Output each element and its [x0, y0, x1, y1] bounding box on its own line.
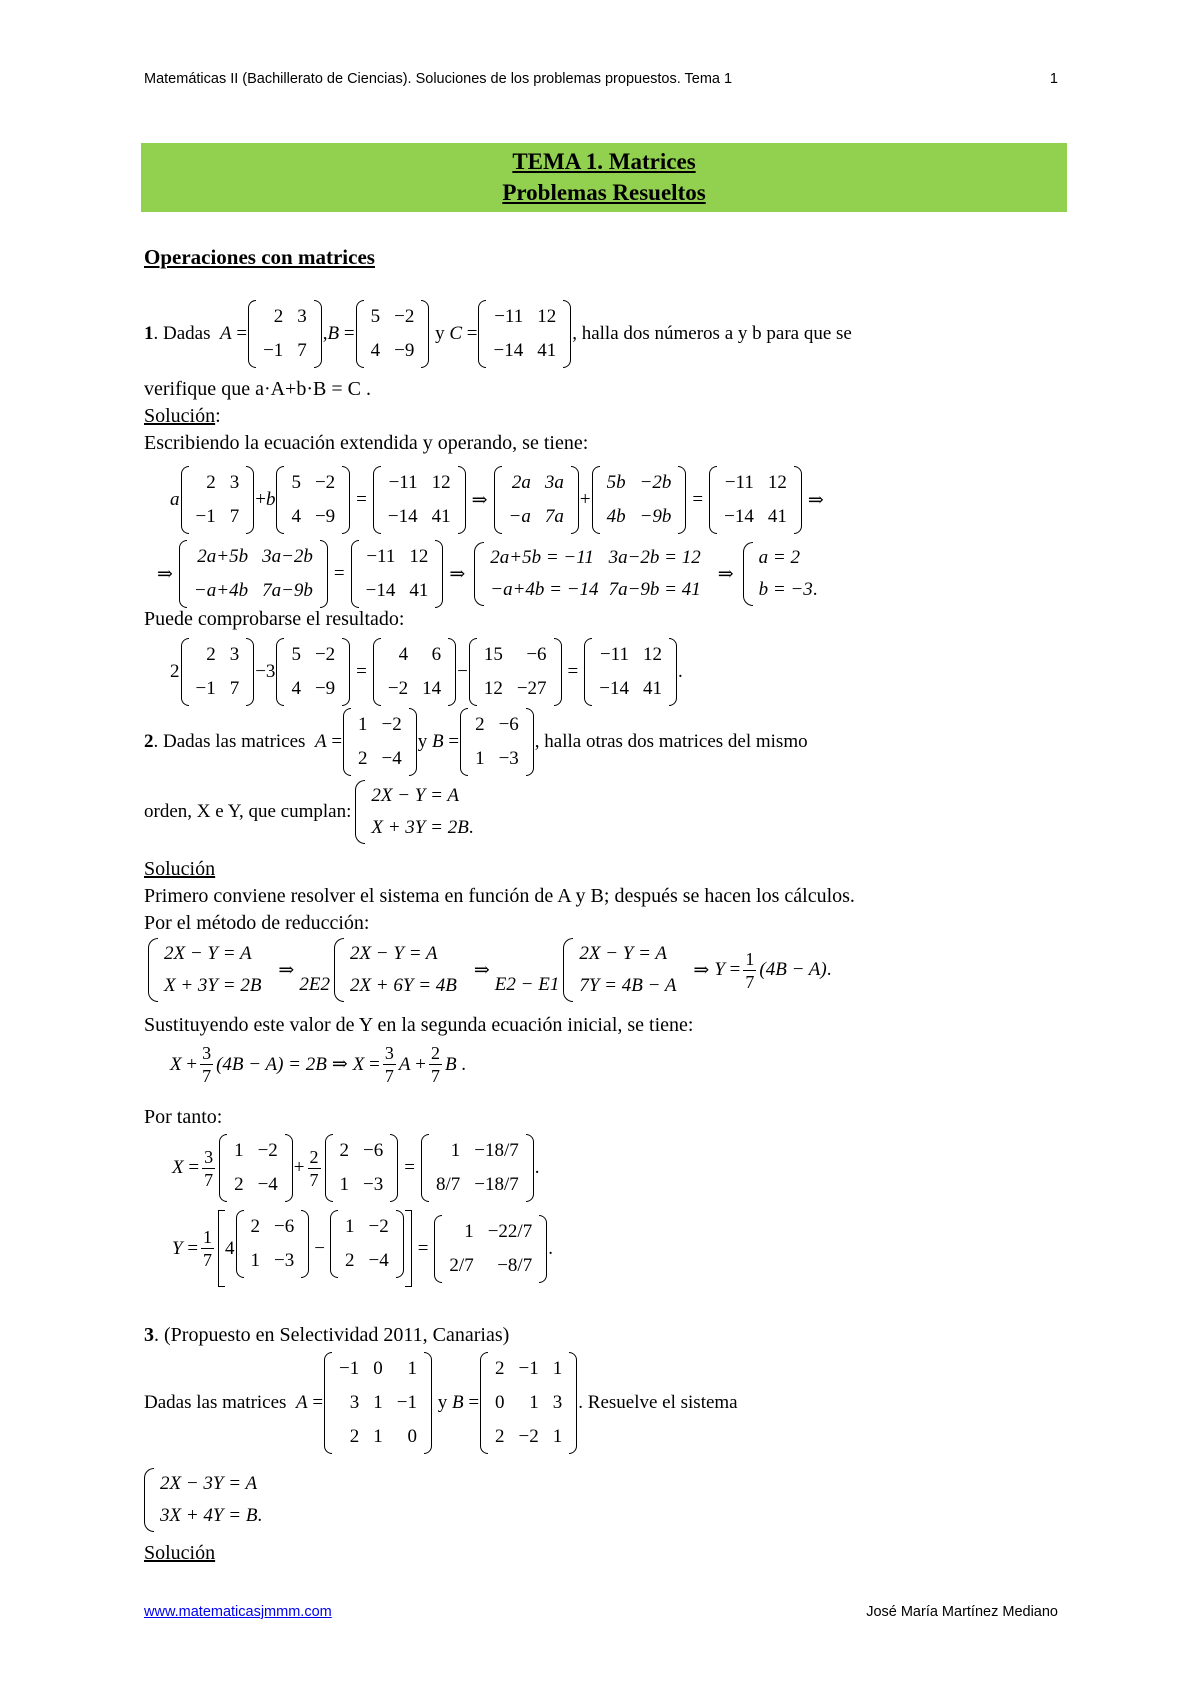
problem-3-heading: 3. (Propuesto en Selectividad 2011, Canarias) [144, 1324, 510, 1346]
header-title: Matemáticas II (Bachillerato de Ciencias). Soluciones de los problemas propuestos. Tema 1 [144, 71, 733, 87]
problem-3-line2: Dadas las matrices [144, 1392, 287, 1413]
problem-3-tail: . Resuelve el sistema [578, 1392, 738, 1413]
x-substitution: X + 3 7 (4B − A) = 2B ⇒ X = 3 7 A + 2 7 B . [170, 1043, 467, 1086]
title-banner [141, 143, 1067, 212]
section-heading: Operaciones con matrices [144, 245, 375, 269]
page-header [144, 71, 1058, 87]
problem-1-number: 1 [144, 323, 154, 344]
author-name: José María Martínez Mediano [866, 1604, 1058, 1620]
result-a: a = 2 [758, 547, 800, 568]
problem-2-text [144, 856, 855, 937]
problem-1-statement: 1 . Dadas A = 2 3 −1 7 , B = 5 −2 4 −9 y C = −11 12 −14 41 , halla dos números a y b para que se [144, 300, 852, 368]
x-result: X = 3 7 1 −2 2 −4 + 2 7 2 −6 1 −3 = 1 −18/7 8/7 −18/7 . [172, 1134, 539, 1202]
solution-label-3: Solución [144, 1542, 216, 1564]
problem-1-line2: verifique que a·A+b·B = C . [144, 378, 371, 400]
reduction-line: 2X − Y = A X + 3Y = 2B ⇒ 2E2 2X − Y = A 2X + 6Y = 4B ⇒ E2 − E1 2X − Y = A 7Y = 4B − A ⇒ Y = 1 7 (4B − A) . [144, 938, 832, 1002]
problem-2-line2: orden, X e Y, que cumplan: [144, 801, 352, 822]
website-link[interactable]: www.matematicasjmmm.com [144, 1604, 332, 1620]
result-b: b = −3 [758, 579, 813, 600]
problem-2-tail: , halla otras dos matrices del mismo [534, 731, 808, 752]
problem-2-text3: Sustituyendo este valor de Y en la segunda ecuación inicial, se tiene: [144, 1014, 694, 1036]
problem-3-system: 2X − 3Y = A 3X + 4Y = B. [144, 1468, 274, 1532]
problem-1-intro: . Dadas [153, 323, 211, 344]
y-result: Y = 1 7 4 2 −6 1 −3 − 1 −2 2 −4 = 1 −22/7 2/7 −8/7 . [172, 1210, 553, 1287]
page-footer [144, 1604, 1058, 1620]
problem-2-intro: . Dadas las matrices [153, 731, 306, 752]
solution-label-1: Solución [144, 405, 216, 427]
problem-1-text1: Escribiendo la ecuación extendida y operando, se tiene: [144, 432, 589, 454]
page-number: 1 [1049, 71, 1058, 87]
solution-label-2: Solución [144, 858, 216, 880]
problem-2-system: orden, X e Y, que cumplan: 2X − Y = A X + 3Y = 2B. [144, 780, 486, 844]
problem-2-statement: 2 . Dadas las matrices A = 1 −2 2 −4 y B = 2 −6 1 −3 , halla otras dos matrices del mismo [144, 708, 808, 776]
equation-line-1: a 2 3 −1 7 + b 5 −2 4 −9 = −11 12 −14 41 ⇒ 2a 3a −a 7a + 5b −2b 4b −9b = −11 12 −14 41 ⇒ [170, 466, 829, 534]
banner-title: TEMA 1. Matrices [512, 149, 696, 174]
matrix-b: 5 −2 4 −9 [356, 300, 430, 368]
problem-3-number: 3 [144, 1324, 154, 1346]
matrix-c: −11 12 −14 41 [478, 300, 571, 368]
problem-1-text2: Puede comprobarse el resultado: [144, 608, 405, 630]
problem-1-tail: , halla dos números a y b para que se [572, 323, 852, 344]
equation-line-2: ⇒ 2a+5b 3a−2b −a+4b 7a−9b = −11 12 −14 41 ⇒ 2a+5b = −11 3a−2b = 12 −a+4b = −14 7a−9b = 41 ⇒ a = 2 b = −3. [152, 540, 830, 608]
banner-subtitle: Problemas Resueltos [502, 180, 706, 205]
problem-2-text1: Primero conviene resolver el sistema en función de A y B; después se hacen los cálculos. [144, 885, 855, 907]
problem-2-text2: Por el método de reducción: [144, 912, 370, 934]
problem-2-text4: Por tanto: [144, 1106, 223, 1128]
problem-2-number: 2 [144, 731, 154, 752]
problem-1-text: verifique que a·A+b·B = C . Solución: Escribiendo la ecuación extendida y operando, se tiene: [144, 376, 588, 457]
verification-line: 2 2 3 −1 7 −3 5 −2 4 −9 = 4 6 −2 14 − 15 −6 12 −27 = −11 12 −14 41 . [170, 638, 683, 706]
problem-3-statement: Dadas las matrices A = −1 0 1 3 1 −1 2 1 0 y B = 2 −1 1 0 1 3 2 −2 1 . Resuelve el sistema [144, 1352, 738, 1454]
matrix-a: 2 3 −1 7 [248, 300, 322, 368]
